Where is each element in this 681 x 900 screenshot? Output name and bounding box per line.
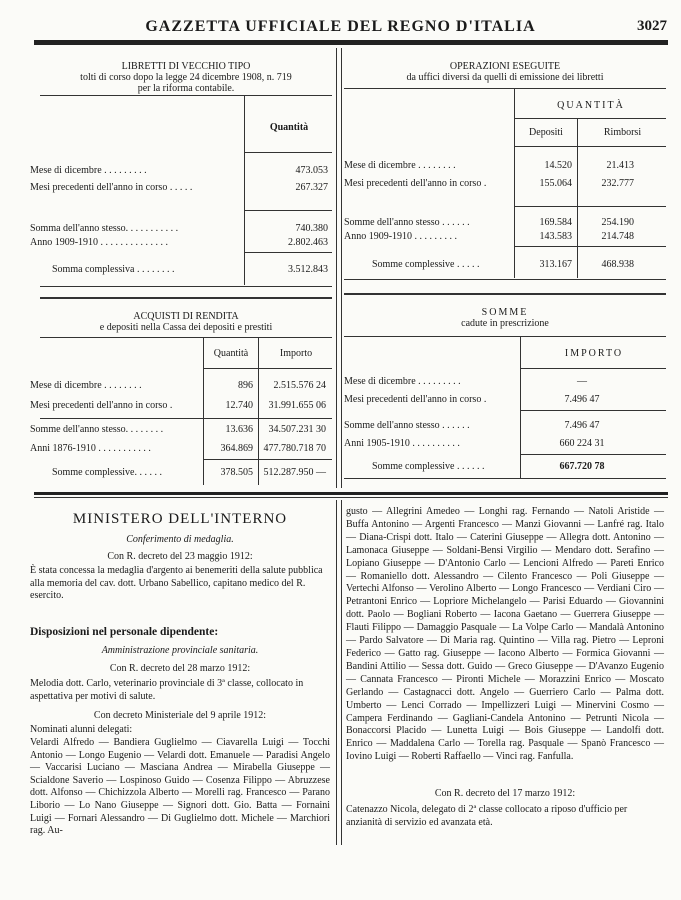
row-label: Anno 1909-1910 . . . . . . . . . — [344, 231, 458, 242]
table-title: ACQUISTI DI RENDITA — [133, 311, 239, 322]
row-value: 660 224 31 — [559, 438, 605, 449]
row-label: Mesi precedenti dell'anno in corso . — [344, 178, 487, 189]
table-subtitle: da uffici diversi da quelli di emissione dei libretti — [406, 72, 604, 83]
row-label: Anno 1909-1910 . . . . . . . . . . . . . . — [30, 237, 169, 248]
table-rule — [244, 152, 332, 153]
row-value: 2.515.576 24 — [273, 380, 326, 391]
row-value: 254.190 — [601, 217, 634, 228]
row-label: Somma complessiva . . . . . . . . — [52, 264, 175, 275]
table-rule — [344, 88, 666, 89]
subsection-title: Disposizioni nel personale dipendente: — [30, 626, 219, 638]
paragraph: È stata concessa la medaglia d'argento ai benemeriti della salute pubblica alla memoria del cav. dott. Urbano Sabellico, capitano medico del R. esercito. — [30, 565, 323, 602]
row-label: Somme dell'anno stesso. . . . . . . . — [30, 424, 164, 435]
row-label: Somma dell'anno stesso. . . . . . . . . . . — [30, 223, 179, 234]
table-title: LIBRETTI DI VECCHIO TIPO — [121, 61, 251, 72]
decree-line: Con R. decreto del 17 marzo 1912: — [434, 788, 576, 799]
row-value: 468.938 — [601, 259, 634, 270]
row-value: 232.777 — [601, 178, 634, 189]
row-value: 267.327 — [295, 182, 328, 193]
row-label: Anni 1905-1910 . . . . . . . . . . — [344, 438, 460, 449]
row-value: 7.496 47 — [564, 394, 600, 405]
col-header-importo: Importo — [279, 348, 313, 359]
paragraph-intro: Nominati alunni delegati: — [30, 724, 133, 735]
paragraph: Melodia dott. Carlo, veterinario provinciale di 3ª classe, collocato in aspettativa per motivi di salute. — [30, 678, 304, 702]
column-divider — [336, 500, 342, 845]
table-rule — [520, 454, 666, 455]
table-rule — [514, 206, 666, 207]
row-value: — — [577, 376, 587, 387]
row-label: Somme complessive . . . . . . — [372, 461, 485, 472]
decree-line: Con R. decreto del 28 marzo 1912: — [109, 663, 251, 674]
section-rule — [40, 297, 332, 299]
decree-line: Con decreto Ministeriale del 9 aprile 1912: — [93, 710, 267, 721]
row-value: 313.167 — [539, 259, 572, 270]
row-label: Mese di dicembre . . . . . . . . — [344, 160, 456, 171]
col-header-quantita: Quantità — [269, 122, 309, 133]
section-rule — [344, 293, 666, 295]
row-label: Mese di dicembre . . . . . . . . . — [30, 165, 147, 176]
table-rule — [344, 478, 666, 479]
row-value: 3.512.843 — [288, 264, 328, 275]
paragraph: gusto — Allegrini Amedeo — Longhi rag. Fernando — Natoli Aristide — Buffa Antonino — Argenti Francesco — Manzi Giovanni — Lanfré rag. Italo — Diana-Crispi dott. Italo — Caterini Giuseppe — Allegra dott. Antonino — Lamonaca Giuseppe — Soldani-Bensi Virgilio — Mendaro dott. Serafino — Lopiano Giuseppe — D'Antonio Carlo — Lencioni Alfredo — Pareti Enrico — Romaniello dott. Alessandro — Cilento Francesco — Poli Giuseppe — Vertechi Alfonso — Verolino Alberto — Longo Francesco — Verdiani Ciro — Petrantoni Enrico — Lopriore Michelangelo — Parisi Eduardo — Giovannini dott. Paolo — Bogliani Roberto — Iacona Gaetano — Guerrera Giuseppe — Flauti Filippo — Damaggio Pasquale — La Volpe Carlo — Mandalà Antonino — Pardo Salvatore — Di Maria rag. Quintino — Villa rag. Pietro — Leproni Federico — Gatto rag. Giuseppe — Iacono Alberto — Formica Giovanni — Bandini Attilio — Sessa dott. Guido — Greco Giuseppe — D'Avanzo Eugenio — Cannata Francesco — Pironti Michele — Morazzini Enrico — Moscato Gerlando — Castagnacci dott. Angelo — Guerriero Carlo — Palma dott. Umberto — Lenci Corrado — Impellizzeri Luigi — Minervini Cosmo — Campera Ferdinando — Gagliani-Candela Antonino — Petrunti Nicola — Bonaccorsi Placido — Lunetta Luigi — Bois Giuseppe — Landolfi dott. Enrico — Maddalena Carlo — Torella rag. Pasquale — Spanò Francesco — Iovino Luigi — Roberti Raffaello — Vinci rag. Fanfulla. — [346, 506, 664, 763]
table-vline — [258, 337, 259, 485]
row-value: 473.053 — [295, 165, 328, 176]
row-value: 31.991.655 06 — [268, 400, 326, 411]
table-vline — [244, 95, 245, 285]
column-divider — [336, 48, 342, 488]
row-value: 477.780.718 70 — [263, 443, 326, 454]
table-vline — [203, 337, 204, 485]
table-vline — [514, 88, 515, 278]
header-rule — [34, 40, 668, 45]
row-label: Somme complessive . . . . . — [372, 259, 480, 270]
table-title: SOMME — [481, 307, 529, 318]
section-rule — [34, 492, 668, 495]
row-label: Mese di dicembre . . . . . . . . — [30, 380, 142, 391]
subsection-title: Amministrazione provinciale sanitaria. — [101, 645, 259, 656]
row-value: 214.748 — [601, 231, 634, 242]
table-rule — [40, 337, 332, 338]
table-rule — [244, 210, 332, 211]
table-subtitle: tolti di corso dopo la legge 24 dicembre 1908, n. 719 — [80, 72, 292, 83]
section-title: MINISTERO DELL'INTERNO — [72, 511, 288, 527]
col-header-rimborsi: Rimborsi — [603, 127, 642, 138]
table-rule — [40, 95, 332, 96]
row-label: Somme dell'anno stesso . . . . . . — [344, 420, 470, 431]
table-rule — [520, 410, 666, 411]
col-header-depositi: Depositi — [529, 127, 563, 138]
table-rule — [40, 418, 332, 419]
table-title: OPERAZIONI ESEGUITE — [449, 61, 561, 72]
table-rule — [514, 146, 666, 147]
row-value: 21.413 — [606, 160, 634, 171]
row-label: Mese di dicembre . . . . . . . . . — [344, 376, 461, 387]
paragraph: Velardi Alfredo — Bandiera Guglielmo — Ciavarella Luigi — Tocchi Antonio — Longo Eugenio — Velardi dott. Emanuele — Paradisi Angelo — Vaccarisi Luciano — Masciana Andrea — Mirabella Giuseppe — Scialdone Saverio — Lospinoso Guido — Cosenza Filippo — Abruzzese dott. Alfonso — Chichizzola Alberto — Morelli rag. Francesco — Parano Liborio — Lo Nano Giuseppe — Signori dott. Gio. Batta — Fornaini Luigi — Fornari Alessandro — Di Guglielmo dott. Michele — Marchiori rag. Au- — [30, 737, 330, 837]
table-subtitle: per la riforma contabile. — [137, 83, 235, 94]
table-rule — [244, 252, 332, 253]
row-value: 34.507.231 30 — [268, 424, 326, 435]
section-rule — [34, 497, 668, 498]
newspaper-title: GAZZETTA UFFICIALE DEL REGNO D'ITALIA — [145, 18, 536, 35]
decree-line: Con R. decreto del 23 maggio 1912: — [107, 551, 253, 562]
table-rule — [514, 246, 666, 247]
table-vline — [520, 336, 521, 478]
row-value: 740.380 — [295, 223, 328, 234]
row-value: 364.869 — [220, 443, 253, 454]
col-header-importo: IMPORTO — [564, 348, 624, 359]
row-value: 169.584 — [539, 217, 572, 228]
row-value: 512.287.950 — — [263, 467, 326, 478]
table-rule — [40, 286, 332, 287]
row-value: 2.802.463 — [288, 237, 328, 248]
row-value: 378.505 — [220, 467, 253, 478]
table-rule — [514, 118, 666, 119]
table-rule — [344, 336, 666, 337]
row-label: Somme complessive. . . . . . — [52, 467, 162, 478]
page-header — [0, 10, 681, 36]
subsection-title: Conferimento di medaglia. — [126, 534, 234, 545]
row-value: 7.496 47 — [564, 420, 600, 431]
table-vline — [577, 118, 578, 278]
row-label: Mesi precedenti dell'anno in corso . — [30, 400, 173, 411]
row-value: 896 — [238, 380, 253, 391]
row-label: Mesi precedenti dell'anno in corso . — [344, 394, 487, 405]
row-value: 155.064 — [539, 178, 572, 189]
row-label: Mesi precedenti dell'anno in corso . . . . . — [30, 182, 193, 193]
row-value: 14.520 — [544, 160, 572, 171]
table-subtitle: e depositi nella Cassa dei depositi e prestiti — [99, 322, 273, 333]
page-number: 3027 — [637, 18, 667, 34]
row-value: 13.636 — [225, 424, 253, 435]
table-subtitle: cadute in prescrizione — [461, 318, 549, 329]
table-rule — [344, 279, 666, 280]
paragraph: Catenazzo Nicola, delegato di 2ª classe collocato a riposo d'ufficio per anzianità di servizio ed avanzata età. — [346, 804, 628, 828]
row-label: Somme dell'anno stesso . . . . . . — [344, 217, 470, 228]
table-rule — [520, 368, 666, 369]
table-rule — [203, 368, 332, 369]
table-rule — [203, 459, 332, 460]
group-header-quantita: QUANTITÀ — [557, 100, 625, 111]
row-value: 12.740 — [225, 400, 253, 411]
col-header-quantita: Quantità — [213, 348, 249, 359]
row-value: 667.720 78 — [559, 461, 605, 472]
row-value: 143.583 — [539, 231, 572, 242]
row-label: Anni 1876-1910 . . . . . . . . . . . — [30, 443, 151, 454]
